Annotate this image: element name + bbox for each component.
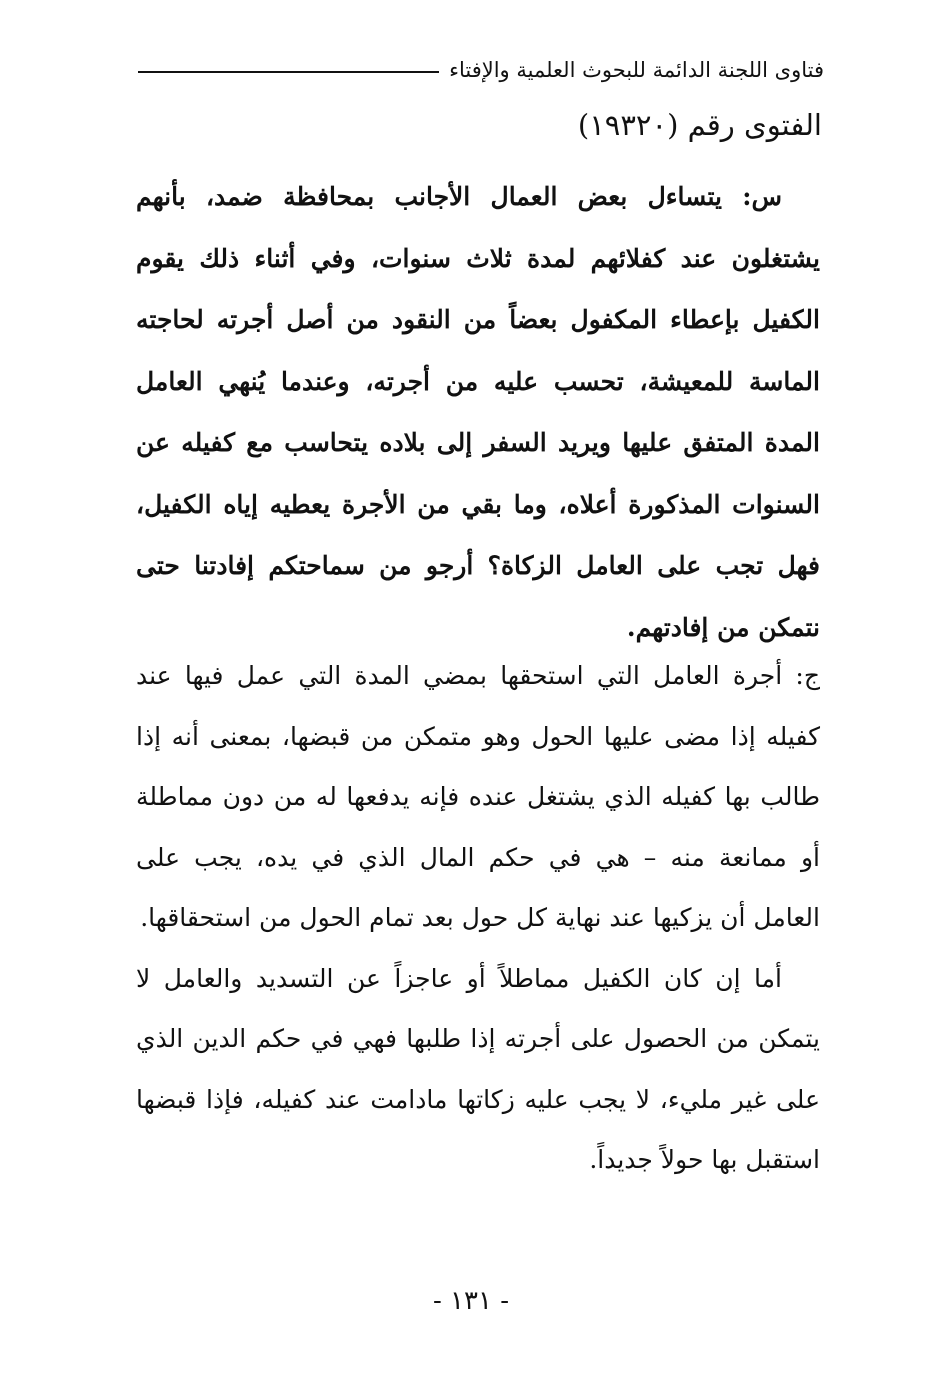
running-header — [138, 48, 824, 92]
answer-block — [136, 646, 820, 1191]
answer-paragraph-2: أما إن كان الكفيل مماطلاً أو عاجزاً عن التسديد والعامل لا يتمكن من الحصول على أجرته إذا طلبها فهي في حكم الدين الذي على غير مليء، لا يجب عليه زكاتها مادامت عند كفيله، فإذا قبضها استقبل بها حولاً جديداً. — [136, 963, 820, 1174]
fatwa-number: الفتوى رقم (١٩٣٢٠) — [577, 108, 822, 142]
question-block — [136, 166, 820, 658]
question-text: س: يتساءل بعض العمال الأجانب بمحافظة ضمد، بأنهم يشتغلون عند كفلائهم لمدة ثلاث سنوات، وفي أثناء ذلك يقوم الكفيل بإعطاء المكفول بعضاً من النقود من أصل أجرته لحاجته الماسة للمعيشة، تحسب عليه من أجرته، وعندما يُنهي العامل المدة المتفق عليها ويريد السفر إلى بلاده يتحاسب مع كفيله عن السنوات المذكورة أعلاه، وما بقي من الأجرة يعطيه إياه الكفيل، فهل تجب على العامل الزكاة؟ أرجو من سماحتكم إفادتنا حتى نتمكن من إفادتهم. — [136, 182, 820, 642]
page-number: - ١٣١ - — [432, 1286, 510, 1316]
header-divider — [138, 71, 439, 73]
book-title: فتاوى اللجنة الدائمة للبحوث العلمية والإفتاء — [449, 58, 824, 82]
answer-paragraph-1: ج: أجرة العامل التي استحقها بمضي المدة التي عمل فيها عند كفيله إذا مضى عليها الحول وهو متمكن من قبضها، بمعنى أنه إذا طالب بها كفيله الذي يشتغل عنده فإنه يدفعها له من دون مماطلة أو ممانعة منه – هي في حكم المال الذي في يده، يجب على العامل أن يزكيها عند نهاية كل حول بعد تمام الحول من استحقاقها. — [136, 661, 820, 932]
